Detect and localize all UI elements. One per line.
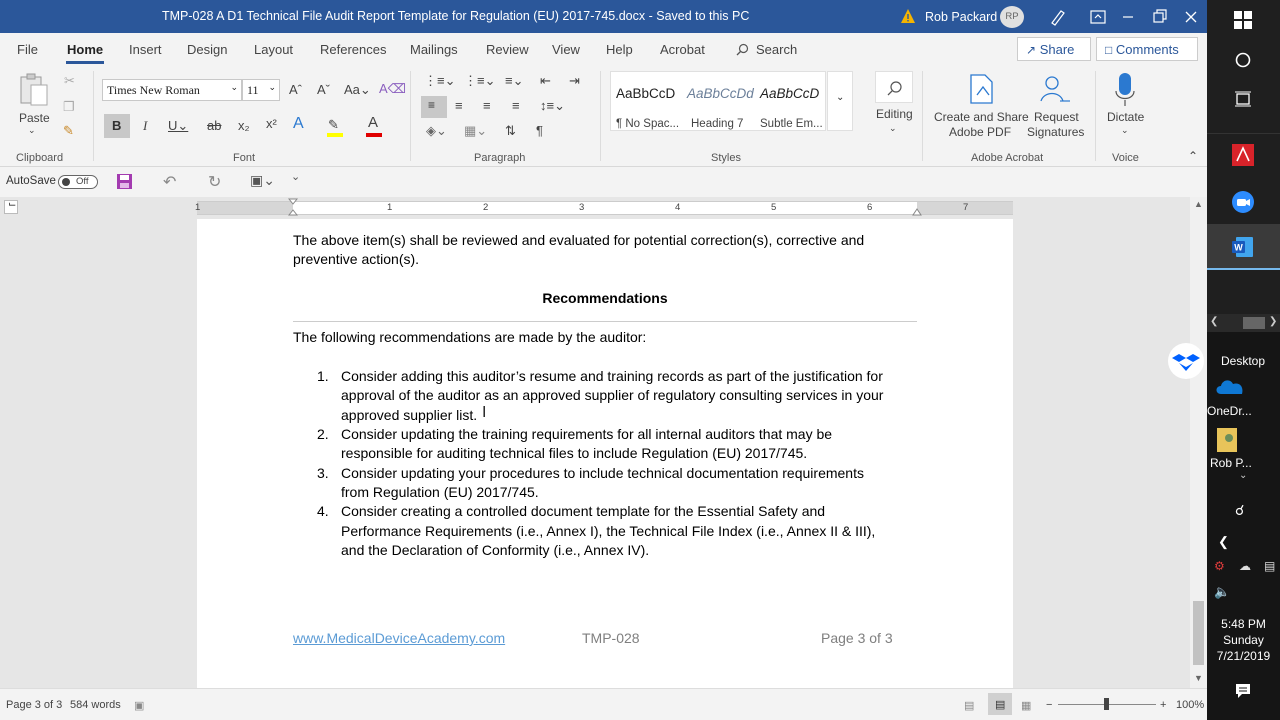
vertical-scrollbar[interactable] — [1190, 197, 1207, 688]
list-number: 4. — [317, 503, 329, 519]
show-hidden-icons[interactable]: ❮ — [1218, 534, 1229, 549]
decrease-indent-icon[interactable]: ⇤ — [540, 73, 551, 88]
comment-icon: □ — [1105, 43, 1113, 57]
ruler-number: 1 — [387, 202, 393, 213]
scrollbar-thumb[interactable] — [1193, 601, 1204, 665]
user-folder-label[interactable]: Rob P... — [1210, 456, 1252, 470]
ruler-number: 1 — [195, 202, 201, 213]
comments-label: Comments — [1115, 42, 1179, 57]
copy-icon[interactable]: ❐ — [63, 99, 75, 114]
word-taskbar-button[interactable] — [1207, 224, 1280, 270]
dictate-button[interactable]: Dictate — [1107, 110, 1145, 124]
style-name: Subtle Em... — [760, 118, 823, 130]
active-app-indicator — [1207, 268, 1280, 270]
minimize-icon[interactable] — [1118, 7, 1138, 27]
body-text: The following recommendations are made by the auditor: — [293, 329, 647, 345]
font-name-value: Times New Roman — [107, 83, 200, 97]
chevron-down-icon: ⌄ — [268, 83, 276, 93]
section-heading: Recommendations — [542, 290, 668, 306]
volume-icon[interactable]: 🔈 — [1214, 584, 1231, 599]
increase-indent-icon[interactable]: ⇥ — [569, 73, 580, 88]
font-name-select[interactable] — [102, 79, 242, 101]
tab-file[interactable]: File — [17, 42, 38, 57]
document-area — [0, 219, 1190, 688]
chevron-down-icon[interactable]: ⌄ — [28, 125, 36, 135]
cut-icon[interactable]: ✂ — [64, 73, 75, 88]
scroll-up-icon[interactable]: ▲ — [1194, 199, 1203, 209]
clock-day[interactable]: Sunday — [1223, 633, 1264, 647]
microphone-icon[interactable] — [1113, 71, 1137, 109]
acrobat-icon[interactable] — [1232, 144, 1254, 166]
chevron-down-icon[interactable]: ⌄ — [889, 123, 897, 133]
chevron-left-icon[interactable]: ❮ — [1210, 316, 1219, 327]
desktop-label[interactable]: Desktop — [1221, 354, 1266, 368]
word-count[interactable]: 584 words — [70, 699, 121, 711]
search-icon[interactable] — [736, 43, 749, 56]
styles-group-label: Styles — [711, 152, 741, 164]
shading-icon[interactable]: ◈⌄ — [426, 123, 447, 138]
borders-icon[interactable]: ▦⌄ — [464, 123, 488, 138]
macro-record-icon[interactable]: ▣ — [134, 700, 145, 712]
onedrive-icon[interactable] — [1215, 376, 1245, 396]
align-left-button[interactable] — [421, 96, 447, 118]
shrink-font-icon[interactable]: Aˇ — [317, 82, 330, 97]
customize-qat-icon[interactable]: ⌄ — [291, 171, 301, 183]
styles-gallery — [610, 71, 826, 131]
style-name: ¶ No Spac... — [616, 118, 680, 130]
body-text: The above item(s) shall be reviewed and evaluated for potential correction(s), corrective and — [293, 232, 865, 248]
action-center-icon[interactable] — [1235, 683, 1251, 699]
clear-formatting-icon[interactable]: A⌫ — [379, 81, 407, 96]
ruler-strip[interactable] — [197, 201, 1013, 215]
close-icon[interactable] — [1181, 7, 1201, 27]
bold-icon: B — [112, 118, 122, 133]
tab-acrobat[interactable]: Acrobat — [660, 42, 705, 57]
group-divider — [922, 71, 923, 161]
zoom-level[interactable]: 100% — [1176, 699, 1205, 711]
redo-icon[interactable]: ↻ — [208, 174, 222, 191]
search-box[interactable]: Search — [756, 42, 798, 57]
restore-icon[interactable] — [1150, 7, 1170, 27]
toggle-knob — [62, 178, 70, 186]
clipboard-group-label: Clipboard — [16, 152, 64, 164]
list-number: 2. — [317, 426, 329, 442]
clock-date[interactable]: 7/21/2019 — [1216, 649, 1271, 663]
numbering-icon[interactable]: ⋮≡⌄ — [464, 73, 496, 88]
touch-mode-icon[interactable]: ▣⌄ — [250, 172, 275, 188]
title-bar — [0, 0, 1207, 33]
ruler-number: 7 — [963, 202, 969, 213]
tray-app-icon[interactable]: ⚙ — [1214, 559, 1225, 573]
list-text: responsible for auditing technical files to include Regulation (EU) 2017/745. — [341, 445, 808, 461]
people-icon[interactable]: ☌ — [1235, 502, 1245, 518]
tab-references[interactable]: References — [320, 42, 387, 57]
cloud-error-icon[interactable]: ☁ — [1239, 559, 1251, 573]
ruler-number: 6 — [867, 202, 873, 213]
panel-scrollbar[interactable] — [1207, 314, 1280, 332]
right-indent-marker-icon[interactable] — [912, 207, 922, 216]
group-divider — [93, 71, 94, 161]
pen-icon[interactable] — [1048, 7, 1068, 27]
ribbon-display-icon[interactable] — [1088, 7, 1108, 27]
print-layout-button[interactable] — [988, 693, 1012, 715]
page-count[interactable]: Page 3 of 3 — [6, 699, 63, 711]
undo-icon[interactable]: ↶ — [163, 174, 177, 191]
sort-icon[interactable]: ⇅ — [505, 123, 516, 138]
style-sample: AaBbCcD — [760, 86, 820, 101]
ruler-number: 4 — [675, 202, 681, 213]
share-label: Share — [1039, 42, 1075, 57]
signature-icon[interactable] — [1038, 73, 1072, 107]
list-text: from Regulation (EU) 2017/745. — [341, 484, 539, 500]
voice-group-label: Voice — [1112, 152, 1139, 164]
tab-layout[interactable]: Layout — [254, 42, 294, 57]
chevron-right-icon[interactable]: ❯ — [1269, 316, 1278, 327]
list-number: 3. — [317, 465, 329, 481]
subscript-icon[interactable]: x₂ — [238, 118, 250, 133]
active-tab-indicator — [66, 61, 104, 64]
tab-mailings[interactable]: Mailings — [410, 42, 458, 57]
autosave-state: Off — [76, 176, 89, 187]
ribbon — [0, 65, 1207, 167]
svg-text:W: W — [1234, 242, 1243, 253]
list-text: approved supplier list. — [341, 407, 478, 423]
tab-view[interactable]: View — [552, 42, 580, 57]
footer-link[interactable]: www.MedicalDeviceAcademy.com — [293, 630, 506, 646]
highlight-icon[interactable]: ✎ — [328, 117, 339, 132]
avatar[interactable]: RP — [1000, 6, 1024, 28]
ribbon-tabs — [0, 33, 1207, 65]
heading-rule — [293, 321, 917, 322]
text-cursor-icon: I — [482, 403, 487, 421]
autosave-label: AutoSave — [6, 175, 56, 187]
ruler — [0, 197, 1207, 219]
list-text: Consider creating a controlled document template for the Essential Safety and — [341, 503, 826, 519]
tab-selector[interactable] — [4, 200, 18, 214]
tab-design[interactable]: Design — [187, 42, 228, 57]
ruler-number: 5 — [771, 202, 777, 213]
autosave-toggle[interactable] — [58, 175, 98, 189]
ruler-number: 2 — [483, 202, 489, 213]
onedrive-label[interactable]: OneDr... — [1207, 404, 1252, 418]
chevron-down-icon[interactable]: ⌄ — [1239, 470, 1248, 481]
group-divider — [410, 71, 411, 161]
font-size-value: 11 — [247, 83, 259, 97]
paste-icon[interactable] — [18, 73, 50, 109]
panel-scroll-thumb[interactable] — [1243, 317, 1265, 329]
tab-help[interactable]: Help — [606, 42, 633, 57]
superscript-icon[interactable]: x² — [266, 116, 277, 131]
list-text: Consider updating your procedures to include technical documentation requirements — [341, 465, 864, 481]
collapse-ribbon-icon[interactable]: ⌃ — [1188, 149, 1199, 163]
status-bar — [0, 688, 1207, 720]
align-center-icon[interactable]: ≡ — [455, 98, 463, 113]
editing-button[interactable] — [875, 71, 913, 103]
highlight-color-swatch — [327, 133, 343, 137]
magnifier-icon — [887, 80, 903, 96]
comments-button[interactable] — [1096, 37, 1198, 61]
share-button[interactable] — [1017, 37, 1091, 61]
warning-icon[interactable] — [900, 8, 916, 24]
line-spacing-icon[interactable]: ↕≡⌄ — [540, 98, 565, 113]
cortana-icon[interactable] — [1235, 52, 1251, 68]
multilevel-list-icon[interactable]: ≡⌄ — [505, 73, 524, 88]
word-app-icon — [1232, 236, 1254, 258]
styles-more-button[interactable] — [827, 71, 853, 131]
user-folder-icon[interactable] — [1217, 426, 1239, 452]
text-effects-icon[interactable]: A — [293, 115, 304, 132]
tab-review[interactable]: Review — [486, 42, 529, 57]
read-mode-icon[interactable]: ▤ — [964, 700, 975, 712]
document-page[interactable] — [197, 219, 1013, 688]
group-divider — [600, 71, 601, 161]
font-group-label: Font — [233, 152, 256, 164]
tab-stop-icon: ⌙ — [8, 199, 17, 210]
windows-start-icon[interactable] — [1234, 11, 1252, 29]
zoom-slider-thumb[interactable] — [1104, 698, 1109, 710]
show-formatting-icon[interactable]: ¶ — [536, 123, 543, 138]
request-label-2[interactable]: Signatures — [1027, 125, 1085, 139]
justify-icon[interactable]: ≡ — [512, 98, 520, 113]
tab-insert[interactable]: Insert — [129, 42, 162, 57]
style-sample: AaBbCcD — [616, 86, 676, 101]
task-view-icon[interactable] — [1234, 91, 1252, 107]
align-right-icon[interactable]: ≡ — [483, 98, 491, 113]
font-size-select[interactable] — [242, 79, 280, 101]
print-layout-icon: ▤ — [995, 699, 1006, 711]
dropbox-icon[interactable] — [1167, 342, 1205, 380]
italic-icon[interactable]: I — [143, 118, 148, 133]
list-number: 1. — [317, 368, 329, 384]
request-label-1[interactable]: Request — [1034, 110, 1079, 124]
list-text: approval of the auditor as an approved supplier of regulatory consulting services in your — [341, 387, 884, 403]
left-margin — [197, 202, 293, 214]
font-color-icon[interactable]: A — [368, 114, 379, 131]
adobe-pdf-icon[interactable] — [967, 73, 997, 107]
paste-button[interactable]: Paste — [19, 111, 50, 125]
paragraph-group-label: Paragraph — [474, 152, 526, 164]
zoom-in-icon[interactable]: + — [1160, 699, 1167, 711]
list-text: Performance Requirements (i.e., Annex I), the Technical File Index (i.e., Annex II & III), — [341, 523, 876, 539]
zoom-app-icon[interactable] — [1232, 191, 1254, 213]
chevron-down-icon: ⌄ — [230, 83, 238, 93]
group-divider — [1095, 71, 1096, 161]
strikethrough-icon[interactable]: ab — [207, 118, 222, 133]
list-text: Consider updating the training requirements for all internal auditors that may be — [341, 426, 833, 442]
bullets-icon[interactable]: ⋮≡⌄ — [424, 73, 456, 88]
taskbar-divider — [1207, 133, 1280, 134]
list-text: Consider adding this auditor’s resume and training records as part of the justification for — [341, 368, 883, 384]
web-layout-icon[interactable]: ▦ — [1021, 700, 1032, 712]
indent-marker-icon[interactable] — [288, 198, 298, 216]
format-painter-icon[interactable]: ✎ — [63, 123, 74, 138]
list-text: and the Declaration of Conformity (i.e., Annex IV). — [341, 542, 650, 558]
bold-button[interactable] — [104, 114, 130, 138]
footer-page-number: Page 3 of 3 — [821, 630, 893, 646]
create-pdf-label-2[interactable]: Adobe PDF — [949, 125, 1012, 139]
style-sample: AaBbCcDd — [687, 86, 754, 101]
footer-doc-id: TMP-028 — [582, 630, 640, 646]
font-color-swatch — [366, 133, 382, 137]
share-icon: ↗ — [1026, 43, 1037, 57]
editing-label[interactable]: Editing — [876, 107, 913, 121]
create-pdf-label-1[interactable]: Create and Share — [934, 110, 1029, 124]
change-case-icon[interactable]: Aa⌄ — [344, 82, 371, 97]
user-name[interactable]: Rob Packard — [925, 10, 998, 24]
scroll-down-icon[interactable]: ▼ — [1194, 673, 1203, 683]
chevron-down-icon: ⌄ — [836, 92, 845, 103]
style-name: Heading 7 — [691, 118, 744, 130]
grow-font-icon[interactable]: Aˆ — [289, 82, 302, 97]
body-text: preventive action(s). — [293, 251, 420, 267]
adobe-group-label: Adobe Acrobat — [971, 152, 1044, 164]
save-icon[interactable] — [116, 173, 133, 190]
window-title: TMP-028 A D1 Technical File Audit Report Template for Regulation (EU) 2017-745.docx - Saved to this PC — [162, 9, 750, 23]
quick-access-toolbar — [0, 167, 1207, 197]
zoom-out-icon[interactable]: − — [1046, 699, 1053, 711]
ruler-number: 3 — [579, 202, 585, 213]
network-icon[interactable]: ▤ — [1264, 559, 1276, 573]
underline-icon[interactable]: U⌄ — [168, 118, 189, 133]
chevron-down-icon[interactable]: ⌄ — [1121, 125, 1129, 135]
tab-home[interactable]: Home — [67, 42, 104, 57]
align-left-icon: ≡ — [428, 98, 436, 112]
clock-time[interactable]: 5:48 PM — [1221, 617, 1266, 631]
